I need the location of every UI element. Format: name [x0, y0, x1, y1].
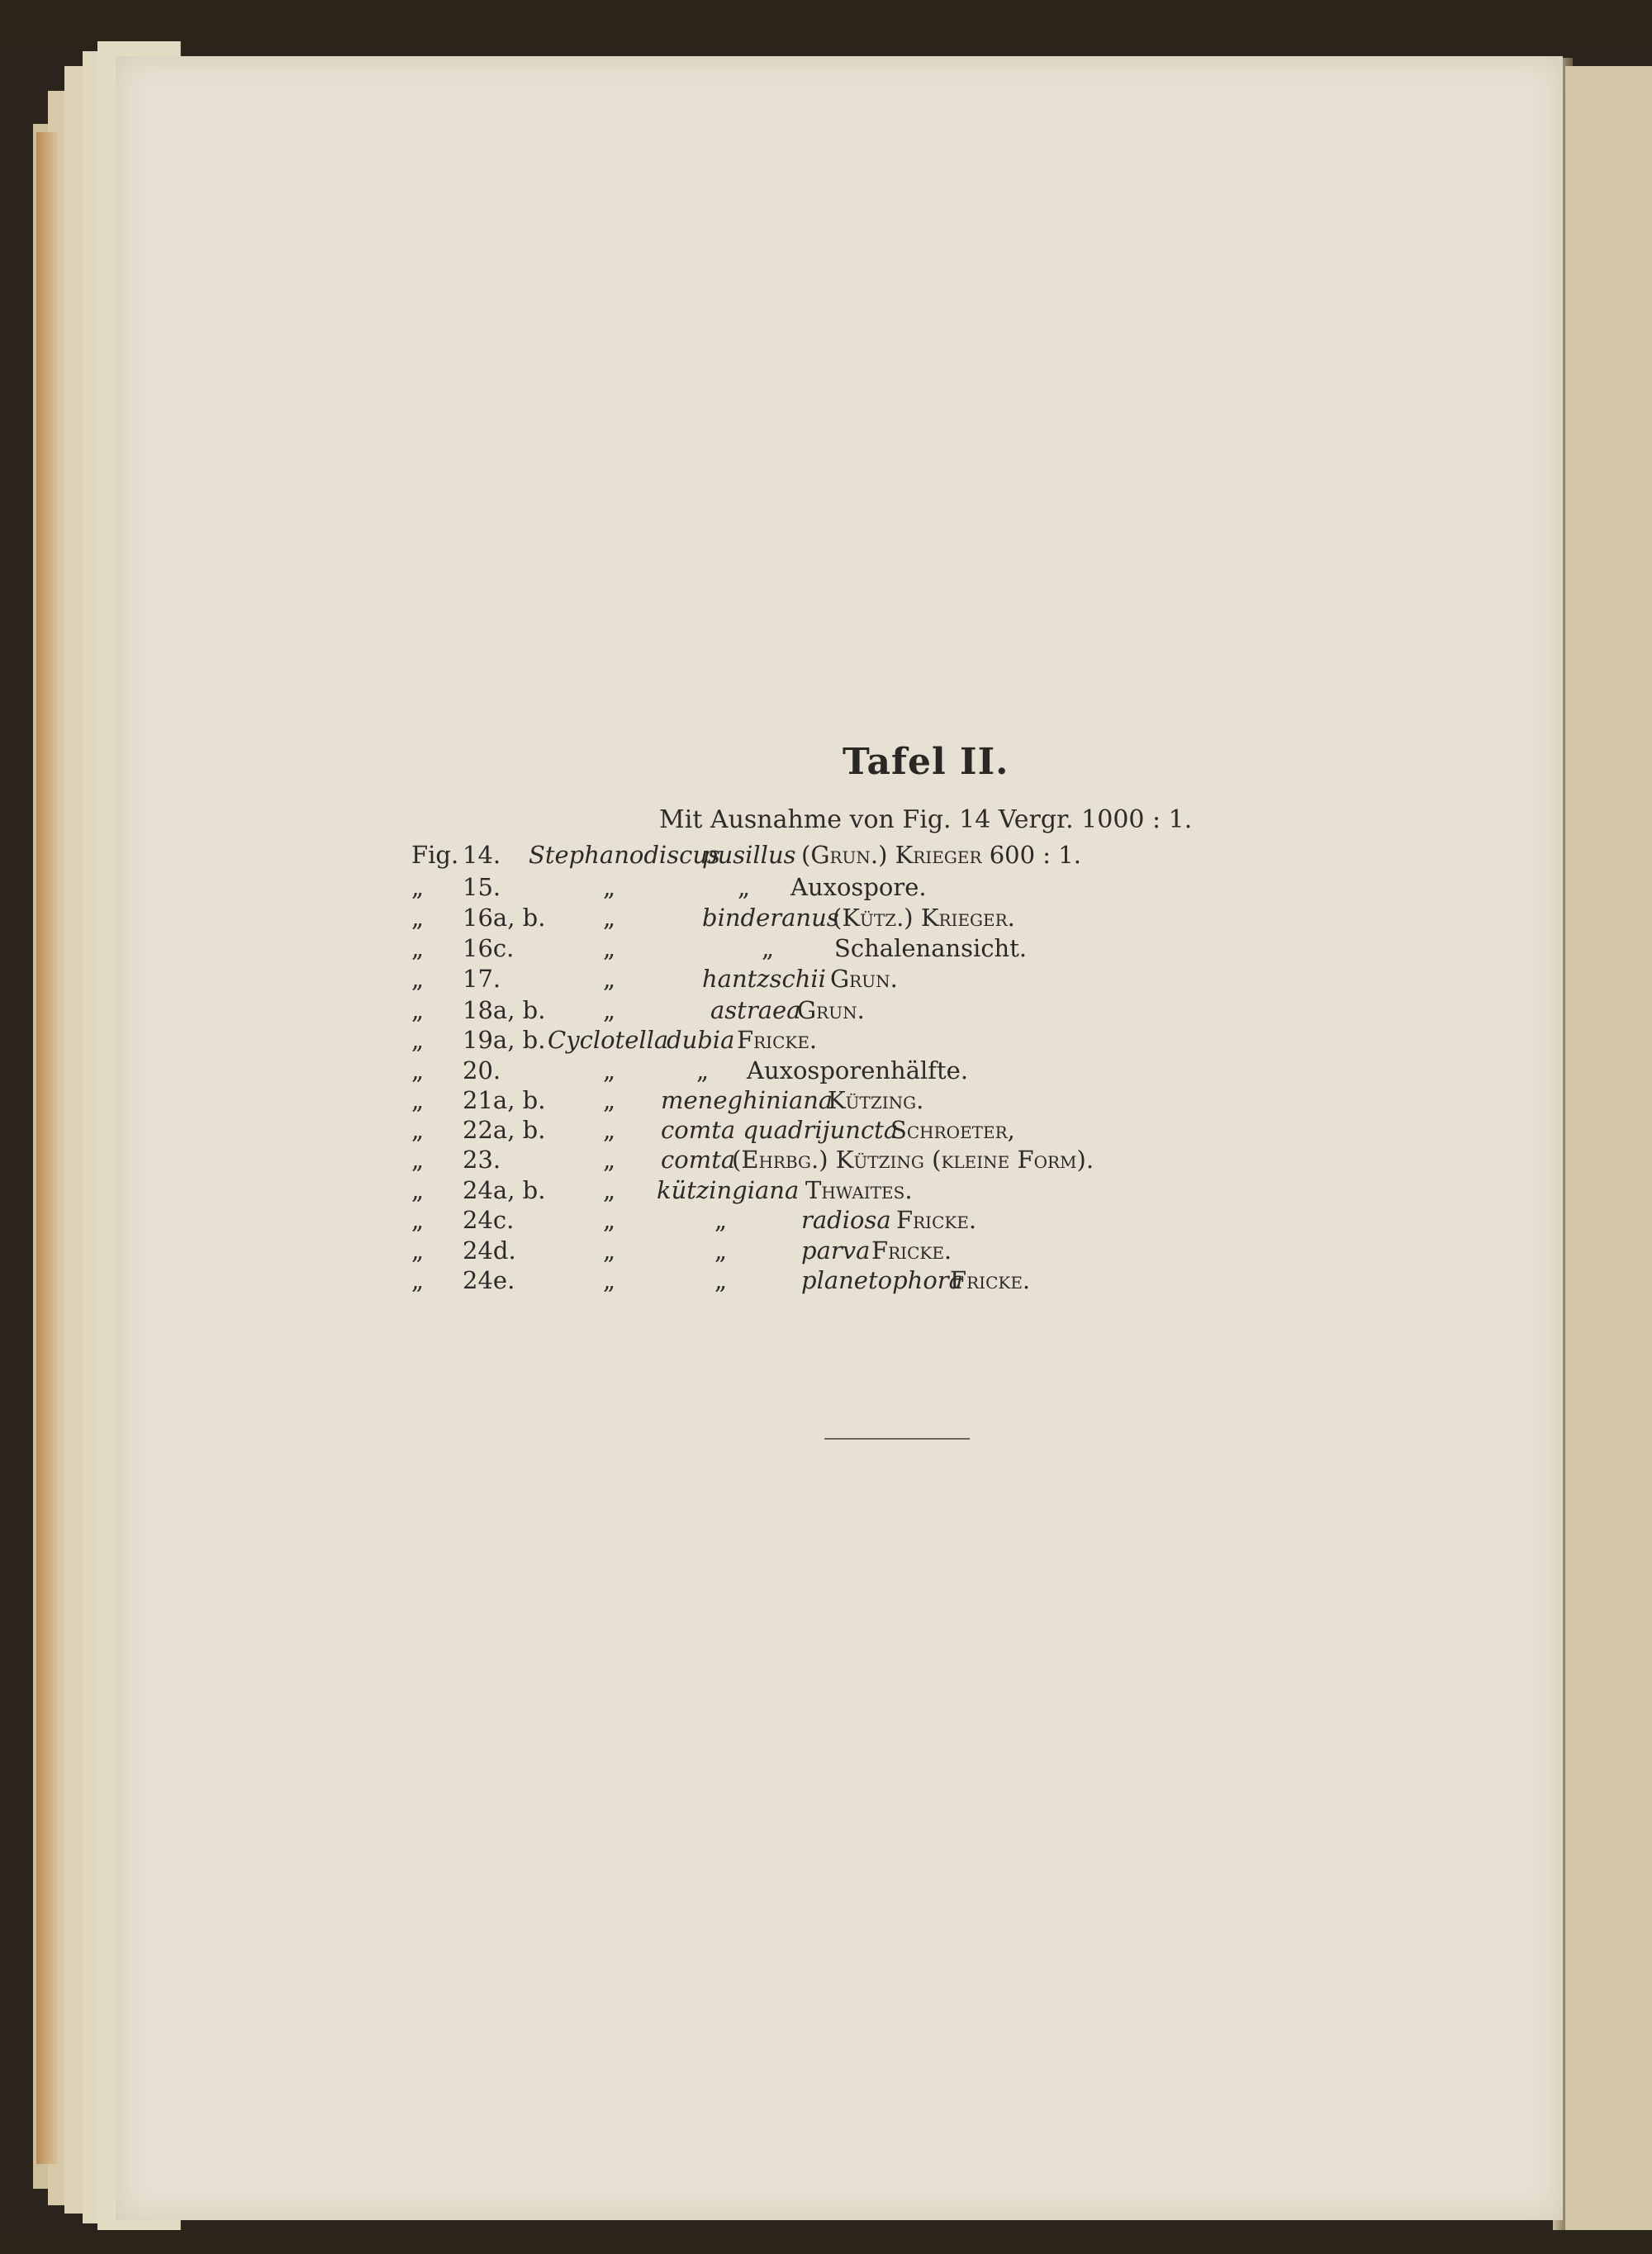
- fig-number: 16c.: [463, 934, 515, 962]
- species: dubia: [667, 1026, 735, 1054]
- fig-number: 18a, b.: [463, 996, 546, 1024]
- ditto-mark: „: [603, 1266, 616, 1294]
- variety: parva: [801, 1236, 871, 1265]
- fig-number: 22a, b.: [463, 1116, 546, 1144]
- description: Schalenansicht.: [834, 934, 1028, 962]
- authority: Fricke.: [950, 1266, 1031, 1294]
- ditto-mark: „: [603, 1236, 616, 1265]
- ditto-mark: „: [411, 1026, 425, 1054]
- ditto-mark: „: [603, 1206, 616, 1234]
- ditto-mark: „: [603, 904, 616, 932]
- list-item: [0, 1176, 1652, 1204]
- ditto-mark: „: [603, 1086, 616, 1114]
- ditto-mark: „: [411, 1146, 425, 1174]
- species: meneghiniana: [661, 1086, 833, 1114]
- ditto-mark: „: [603, 1056, 616, 1084]
- ditto-mark: „: [411, 1086, 425, 1114]
- fig-number: 24c.: [463, 1206, 515, 1234]
- plate-title: Tafel II.: [843, 741, 1009, 783]
- section-divider: [824, 1438, 970, 1440]
- magnification-note: Mit Ausnahme von Fig. 14 Vergr. 1000 : 1.: [659, 805, 1193, 834]
- ditto-mark: „: [714, 1206, 728, 1234]
- authority: Schroeter,: [890, 1116, 1015, 1144]
- fig-number: 15.: [463, 873, 501, 901]
- ditto-mark: „: [411, 1176, 425, 1204]
- authority: (Kütz.) Krieger.: [833, 904, 1015, 932]
- list-item: [0, 1026, 1652, 1054]
- ditto-mark: „: [603, 1176, 616, 1204]
- ditto-mark: „: [411, 965, 425, 993]
- authority: Fricke.: [896, 1206, 977, 1234]
- list-item: [0, 1236, 1652, 1265]
- fig-number: 20.: [463, 1056, 501, 1084]
- species: comta quadrijuncta: [661, 1116, 899, 1144]
- authority: Thwaites.: [805, 1176, 913, 1204]
- species: comta: [661, 1146, 736, 1174]
- ditto-mark: „: [411, 873, 425, 901]
- list-item: [0, 996, 1652, 1024]
- ditto-mark: „: [411, 1116, 425, 1144]
- list-item: [0, 841, 1652, 869]
- ditto-mark: „: [411, 904, 425, 932]
- authority: Grun.: [797, 996, 865, 1024]
- list-item: [0, 934, 1652, 962]
- list-item: [0, 904, 1652, 932]
- authority: (Grun.) Krieger 600 : 1.: [801, 841, 1081, 869]
- variety: planetophora: [801, 1266, 963, 1294]
- fig-number: 24a, b.: [463, 1176, 546, 1204]
- species: binderanus: [702, 904, 839, 932]
- ditto-mark: „: [411, 934, 425, 962]
- ditto-mark: „: [714, 1266, 728, 1294]
- description: Auxosporenhälfte.: [747, 1056, 969, 1084]
- authority: Fricke.: [737, 1026, 818, 1054]
- list-item: [0, 1116, 1652, 1144]
- ditto-mark: „: [411, 1266, 425, 1294]
- genus: Stephanodiscus: [529, 841, 720, 869]
- fig-number: 21a, b.: [463, 1086, 546, 1114]
- ditto-mark: „: [762, 934, 775, 962]
- list-item: [0, 965, 1652, 993]
- ditto-mark: „: [411, 1056, 425, 1084]
- ditto-mark: „: [696, 1056, 710, 1084]
- species: astraea: [710, 996, 801, 1024]
- variety: radiosa: [801, 1206, 891, 1234]
- species: pusillus: [702, 841, 796, 869]
- ditto-mark: „: [603, 934, 616, 962]
- ditto-mark: „: [714, 1236, 728, 1265]
- authority: Grun.: [830, 965, 898, 993]
- ditto-mark: „: [603, 1146, 616, 1174]
- list-item: [0, 1146, 1652, 1174]
- fig-number: 24d.: [463, 1236, 516, 1265]
- ditto-mark: „: [411, 996, 425, 1024]
- ditto-mark: „: [411, 1236, 425, 1265]
- authority: Kützing.: [828, 1086, 924, 1114]
- list-item: [0, 1056, 1652, 1084]
- fig-prefix: Fig.: [411, 841, 459, 869]
- ditto-mark: „: [738, 873, 751, 901]
- species: kützingiana: [657, 1176, 800, 1204]
- ditto-mark: „: [603, 873, 616, 901]
- fig-number: 24e.: [463, 1266, 515, 1294]
- fig-number: 23.: [463, 1146, 501, 1174]
- authority: (Ehrbg.) Kützing (kleine Form).: [732, 1146, 1094, 1174]
- genus: Cyclotella: [548, 1026, 669, 1054]
- ditto-mark: „: [411, 1206, 425, 1234]
- list-item: [0, 1266, 1652, 1294]
- fig-number: 14.: [463, 841, 501, 869]
- list-item: [0, 1086, 1652, 1114]
- species: hantzschii: [702, 965, 826, 993]
- ditto-mark: „: [603, 1116, 616, 1144]
- list-item: [0, 873, 1652, 901]
- fig-number: 17.: [463, 965, 501, 993]
- ditto-mark: „: [603, 965, 616, 993]
- list-item: [0, 1206, 1652, 1234]
- fig-number: 16a, b.: [463, 904, 546, 932]
- fig-number: 19a, b.: [463, 1026, 546, 1054]
- description: Auxospore.: [790, 873, 927, 901]
- authority: Fricke.: [871, 1236, 952, 1265]
- ditto-mark: „: [603, 996, 616, 1024]
